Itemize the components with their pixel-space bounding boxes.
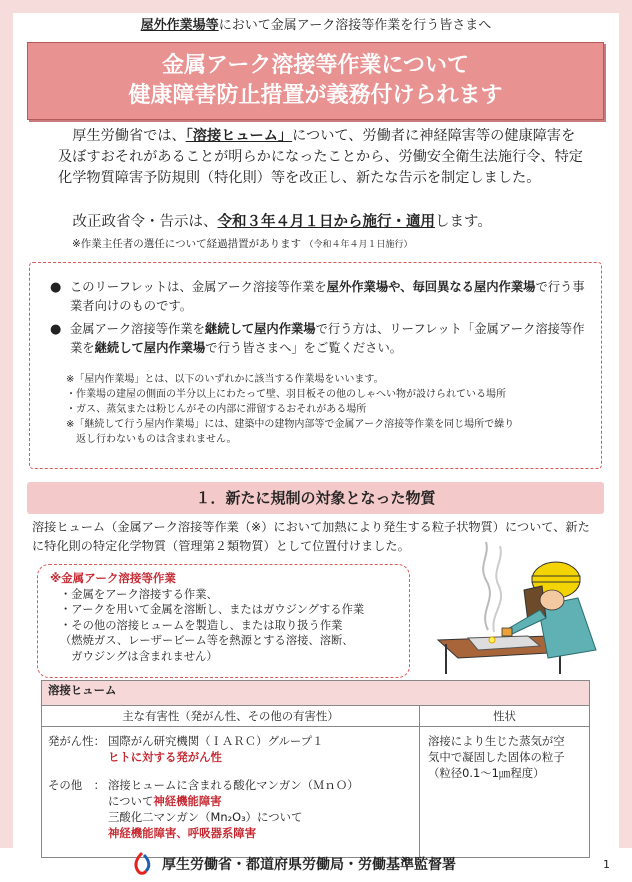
other-row: [48, 777, 413, 841]
other-red1: 神経機能障害: [153, 794, 222, 808]
bullet1-a: このリーフレットは、金属アーク溶接等作業を: [70, 280, 327, 294]
definition-item: （燃焼ガス、レーザービーム等を熱源とする溶接、溶断、: [60, 634, 354, 647]
other-red2: 神経機能障害、呼吸器系障害: [108, 826, 257, 840]
definition-item: ガウジングは含まれません）: [60, 649, 218, 663]
other-label: その他 ：: [48, 778, 105, 792]
title-banner: [27, 42, 604, 120]
hazard-table: [41, 680, 590, 858]
audience-bold: 屋外作業場等: [140, 18, 219, 33]
column-header-property: 性状: [420, 706, 590, 727]
bullet2-b: 継続して屋内作業場: [204, 322, 316, 336]
work-definition-box: [37, 564, 410, 678]
bullet-dot-icon: ●: [50, 280, 62, 295]
table-title: 溶接ヒューム: [42, 681, 590, 706]
hazard-cell: [42, 727, 420, 858]
definition-notes: [66, 372, 591, 447]
page-number: 1: [603, 858, 610, 871]
definition-item: ・アークを用いて金属を溶断し、またはガウジングする作業: [60, 603, 365, 616]
bullet2-d: 継続して屋内作業場: [94, 341, 206, 355]
cancer-text: 国際がん研究機関（ＩＡＲＣ）グループ１: [108, 734, 324, 748]
other-text2: について: [108, 794, 154, 808]
intro-part2: について、労働者に神経障害等の健康障害を及ぼすおそれがあることが明らかになったことから、労働安全衛生法施行令、特定化学物質障害予防規則（特化則）等を改正し、新たな告示を制定しました。: [58, 128, 583, 186]
cancer-row: [48, 733, 413, 765]
note-line: ・ガス、蒸気または粉じんがその内部に滞留するおそれがある場所: [66, 404, 367, 415]
property-line: （粒径0.1～1㎛程度）: [428, 766, 545, 780]
transition-note: [58, 236, 602, 251]
other-text3: 三酸化二マンガン（Mn₂O₃）について: [108, 810, 303, 824]
banner-line-1: 金属アーク溶接等作業について: [162, 53, 469, 78]
intro-part1: 厚生労働省では、: [72, 128, 186, 144]
audience-line: [0, 14, 632, 33]
property-line: 溶接により生じた蒸気が空: [428, 734, 565, 748]
welder-illustration-icon: [428, 540, 598, 676]
work-definition-title: ※金属アーク溶接等作業: [50, 571, 176, 585]
enforce-pre: 改正政省令・告示は、: [72, 214, 218, 230]
column-header-hazard: 主な有害性（発がん性、その他の有害性）: [42, 706, 420, 727]
cancer-label: 発がん性：: [48, 734, 105, 748]
section-1-heading: １．新たに規制の対象となった物質: [27, 482, 604, 514]
bullet-1: [50, 278, 590, 316]
bullet2-e: で行う皆さまへ」をご覧ください。: [205, 341, 403, 355]
banner-line-2: 健康障害防止措置が義務付けられます: [128, 83, 503, 108]
note-line: ※「継続して行う屋内作業場」には、建築中の建物内部等で金属アーク溶接等作業を同じ場所で繰り: [66, 419, 515, 430]
enforce-date: 令和３年４月１日から施行・適用: [217, 214, 435, 230]
bullet1-b: 屋外作業場や、毎回異なる屋内作業場: [326, 280, 536, 294]
footer-organization: 厚生労働省・都道府県労働局・労働基準監督署: [162, 857, 456, 873]
transition-note-small: （令和４年４月１日施行）: [304, 240, 413, 250]
bullet1-c: で行う事業者向けのものです。: [70, 280, 585, 313]
property-cell: [420, 727, 590, 858]
bullet-2: [50, 320, 590, 358]
bullet2-a: 金属アーク溶接等作業を: [70, 322, 205, 336]
audience-rest: において金属アーク溶接等作業を行う皆さまへ: [218, 18, 492, 33]
cancer-red: ヒトに対する発がん性: [108, 750, 222, 764]
note-line: 返し行わないものは含まれません。: [66, 434, 237, 445]
transition-note-text: ※作業主任者の選任について経過措置があります: [72, 238, 302, 250]
definition-item: ・その他の溶接ヒュームを製造し、または取り扱う作業: [60, 618, 343, 632]
note-line: ・作業場の建屋の側面の半分以上にわたって壁、羽目板その他のしゃへい物が設けられている場所: [66, 389, 506, 400]
bullet2-c: で行う方は、リーフレット「金属アーク溶接等作業を: [70, 322, 585, 355]
ministry-logo-icon: [130, 851, 154, 877]
enforce-post: します。: [435, 214, 492, 230]
definition-item: ・金属をアーク溶接する作業、: [60, 587, 218, 601]
property-line: 気中で凝固した固体の粒子: [428, 750, 565, 764]
intro-paragraph: [58, 126, 588, 189]
section-1-body: 溶接ヒューム（金属アーク溶接等作業（※）において加熱により発生する粒子状物質）について、新たに特化則の特定化学物質（管理第２類物質）として位置付けました。: [32, 520, 590, 553]
enforcement-line: [58, 210, 588, 231]
bullet-dot-icon: ●: [50, 322, 62, 337]
intro-highlight: 「溶接ヒューム」: [185, 128, 293, 144]
note-line: ※「屋内作業場」とは、以下のいずれかに該当する作業場をいいます。: [66, 374, 384, 385]
other-text1: 溶接ヒュームに含まれる酸化マンガン（ＭｎＯ）: [108, 778, 359, 792]
